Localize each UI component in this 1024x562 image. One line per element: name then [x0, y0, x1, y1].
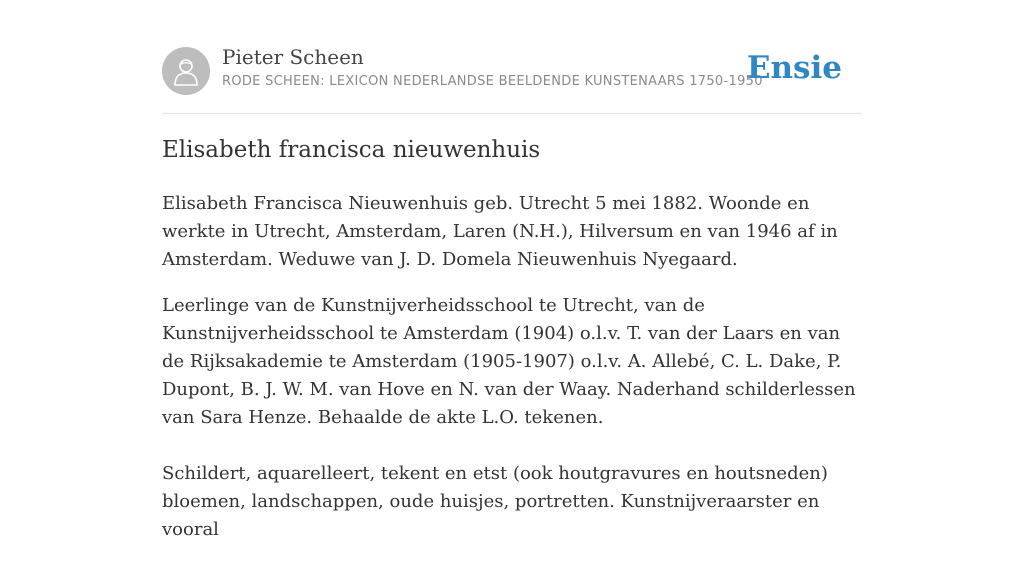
avatar[interactable] [162, 47, 210, 95]
source-label[interactable]: RODE SCHEEN: LEXICON NEDERLANDSE BEELDENDE KUNSTENAARS 1750-1950 [222, 74, 763, 89]
article-header [162, 0, 862, 114]
author-name[interactable]: Pieter Scheen [222, 45, 364, 69]
paragraph: Elisabeth Francisca Nieuwenhuis geb. Utrecht 5 mei 1882. Woonde en werkte in Utrecht, Amsterdam, Laren (N.H.), Hilversum en van 1946 af in Amsterdam. Weduwe van J. D. Domela Nieuwenhuis Nyegaard. [162, 193, 838, 270]
article-body [162, 190, 862, 562]
page-title: Elisabeth francisca nieuwenhuis [162, 137, 541, 163]
user-icon [172, 56, 200, 86]
ensie-logo[interactable]: Ensie [746, 50, 842, 86]
paragraph: Schildert, aquarelleert, tekent en etst (ook houtgravures en houtsneden) bloemen, landschappen, oude huisjes, portretten. Kunstnijveraarster en vooral [162, 463, 828, 540]
paragraph: Leerlinge van de Kunstnijverheidsschool te Utrecht, van de Kunstnijverheidsschool te Amsterdam (1904) o.l.v. T. van der Laars en van de Rijksakademie te Amsterdam (1905-1907) o.l.v. A. Allebé, C. L. Dake, P. Dupont, B. J. W. M. van Hove en N. van der Waay. Naderhand schilderlessen van Sara Henze. Behaalde de akte L.O. tekenen. [162, 295, 856, 428]
article-page [162, 0, 862, 540]
